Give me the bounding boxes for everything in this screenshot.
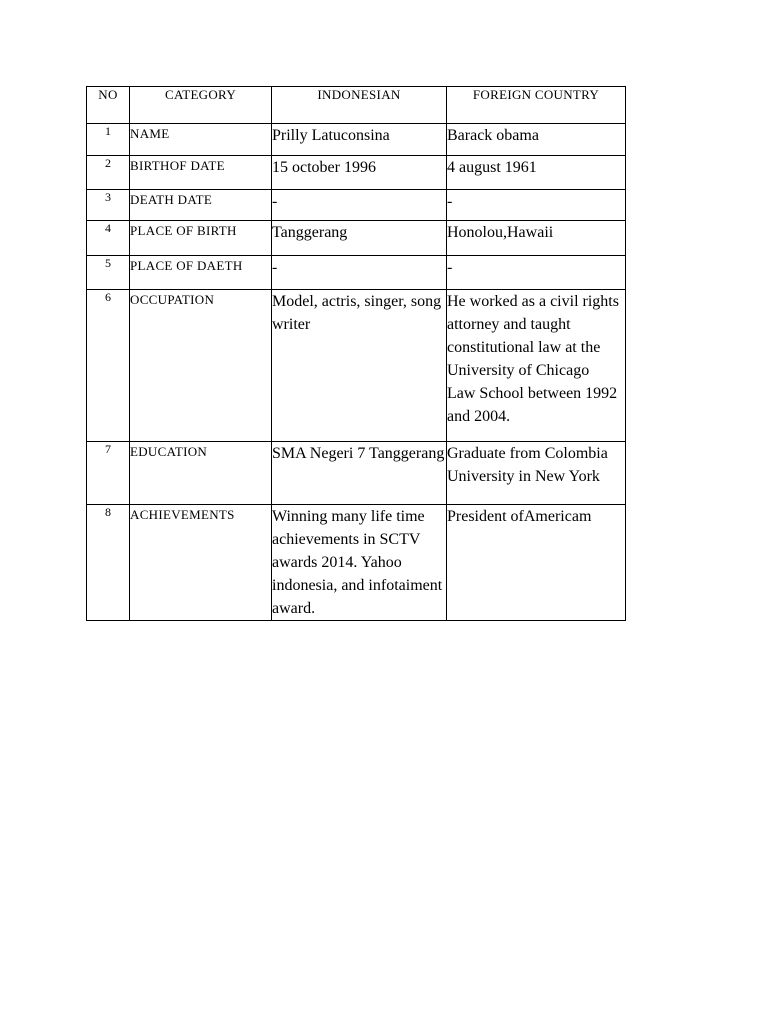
table-header-row — [87, 87, 626, 124]
row-category: ACHIEVEMENTS — [130, 505, 272, 621]
table-row — [87, 221, 626, 256]
biography-comparison-table — [86, 86, 626, 621]
row-indonesian-value: 15 october 1996 — [272, 156, 447, 190]
row-indonesian-value: - — [272, 256, 447, 290]
row-number: 2 — [87, 156, 130, 190]
row-foreign-value: - — [447, 190, 626, 221]
row-indonesian-value: Model, actris, singer, song writer — [272, 290, 447, 442]
row-number: 5 — [87, 256, 130, 290]
row-indonesian-value: - — [272, 190, 447, 221]
table-row — [87, 156, 626, 190]
row-number: 3 — [87, 190, 130, 221]
row-indonesian-value: Prilly Latuconsina — [272, 124, 447, 156]
row-number: 6 — [87, 290, 130, 442]
row-indonesian-value: SMA Negeri 7 Tanggerang — [272, 442, 447, 505]
row-foreign-value: 4 august 1961 — [447, 156, 626, 190]
header-no: NO — [87, 87, 130, 124]
table-row — [87, 442, 626, 505]
row-category: EDUCATION — [130, 442, 272, 505]
row-category: BIRTHOF DATE — [130, 156, 272, 190]
row-foreign-value: President ofAmericam — [447, 505, 626, 621]
row-number: 8 — [87, 505, 130, 621]
row-indonesian-value: Winning many life time achievements in SCTV awards 2014. Yahoo indonesia, and infotaiment award. — [272, 505, 447, 621]
row-category: OCCUPATION — [130, 290, 272, 442]
row-foreign-value: Honolou,Hawaii — [447, 221, 626, 256]
row-foreign-value: Barack obama — [447, 124, 626, 156]
row-number: 7 — [87, 442, 130, 505]
row-category: PLACE OF DAETH — [130, 256, 272, 290]
row-category: DEATH DATE — [130, 190, 272, 221]
row-category: NAME — [130, 124, 272, 156]
header-foreign-country: FOREIGN COUNTRY — [447, 87, 626, 124]
row-category: PLACE OF BIRTH — [130, 221, 272, 256]
table-row — [87, 190, 626, 221]
row-foreign-value: - — [447, 256, 626, 290]
row-number: 1 — [87, 124, 130, 156]
row-foreign-value: Graduate from Colombia University in New York — [447, 442, 626, 505]
header-category: CATEGORY — [130, 87, 272, 124]
row-foreign-value: He worked as a civil rights attorney and taught constitutional law at the University of Chicago Law School between 1992 and 2004. — [447, 290, 626, 442]
table-row — [87, 505, 626, 621]
table-row — [87, 124, 626, 156]
row-indonesian-value: Tanggerang — [272, 221, 447, 256]
table-row — [87, 256, 626, 290]
table-row — [87, 290, 626, 442]
header-indonesian: INDONESIAN — [272, 87, 447, 124]
row-number: 4 — [87, 221, 130, 256]
